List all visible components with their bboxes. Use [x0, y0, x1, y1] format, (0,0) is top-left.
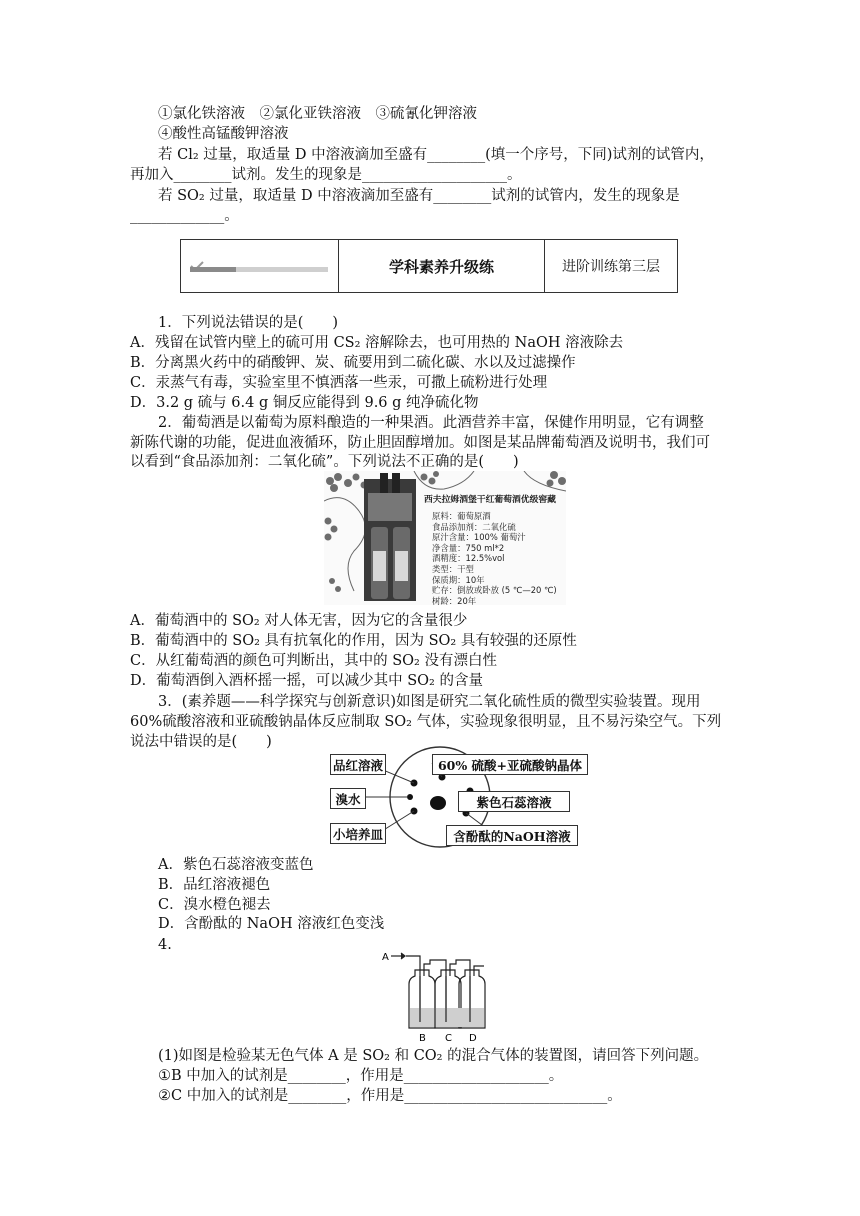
section-banner — [180, 239, 678, 293]
wine-label-line: 原汁含量：100% 葡萄汁 — [432, 532, 526, 543]
q3-option-c: C．溴水橙色褪去 — [158, 897, 271, 913]
q3-option-b: B．品红溶液褪色 — [158, 877, 271, 893]
q2-stem-line2: 新陈代谢的功能，促进血液循环，防止胆固醇增加。如图是某品牌葡萄酒及说明书，我们可 — [130, 435, 710, 451]
inlet-a-label: A — [382, 952, 389, 963]
litmus-solution-label: 紫色石蕊溶液 — [458, 791, 570, 812]
q4-part1: (1)如图是检验某无色气体 A 是 SO₂ 和 CO₂ 的混合气体的装置图，请回答下列问题。 — [158, 1048, 709, 1064]
q1-option-d: D．3.2 g 硫与 6.4 g 铜反应能得到 9.6 g 纯净硫化物 — [130, 395, 479, 411]
so2-question-line1: 若 SO₂ 过量，取适量 D 中溶液滴加至盛有________试剂的试管内，发生的现象是 — [158, 188, 680, 204]
cl2-question-line1: 若 Cl₂ 过量，取适量 D 中溶液滴加至盛有________(填一个序号，下同)试剂的试管内， — [158, 147, 714, 163]
so2-question-line2: _____________。 — [130, 208, 239, 224]
q4-c-line: ②C 中加入的试剂是________，作用是____________________________。 — [158, 1088, 622, 1104]
banner-level: 进阶训练第三层 — [562, 259, 660, 275]
wine-label-line: 酒精度：12.5%vol — [432, 553, 505, 564]
progress-bar — [190, 267, 328, 272]
q3-option-a: A．紫色石蕊溶液变蓝色 — [158, 857, 314, 873]
q3-stem-line2: 60%硫酸溶液和亚硫酸钠晶体反应制取 SO₂ 气体，实验现象很明显，且不易污染空气。下列 — [130, 714, 722, 730]
gas-washing-apparatus — [380, 946, 530, 1046]
banner-title: 学科素养升级练 — [339, 240, 545, 292]
wine-label-line: 保质期：10年 — [432, 574, 485, 585]
progress-cell — [181, 240, 339, 292]
progress-fill — [190, 267, 236, 272]
wine-label-line: 净含量：750 ml*2 — [432, 542, 505, 553]
bottle-b-label: B — [419, 1033, 426, 1044]
q1-option-a: A．残留在试管内壁上的硫可用 CS₂ 溶解除去，也可用热的 NaOH 溶液除去 — [130, 335, 624, 351]
q3-option-d: D．含酚酞的 NaOH 溶液红色变浅 — [158, 916, 385, 932]
cl2-question-line2: 再加入________试剂。发生的现象是____________________。 — [130, 167, 522, 183]
q2-stem-line1: 2．葡萄酒是以葡萄为原料酿造的一种果酒。此酒营养丰富，保健作用明显，它有调整 — [158, 415, 704, 431]
q1-option-b: B．分离黑火药中的硝酸钾、炭、硫要用到二硫化碳、水以及过滤操作 — [130, 355, 576, 371]
q2-option-d: D．葡萄酒倒入酒杯摇一摇，可以减少其中 SO₂ 的含量 — [130, 673, 483, 689]
reagent-list-line2: ④酸性高锰酸钾溶液 — [158, 126, 289, 142]
wine-label-line: 食品添加剂：二氧化硫 — [432, 521, 516, 532]
acid-sulfite-label: 60% 硫酸+亚硫酸钠晶体 — [432, 754, 588, 775]
wine-label-line: 树龄：20年 — [432, 595, 477, 605]
wine-label-line: 类型：干型 — [432, 564, 474, 574]
bottle-d-label: D — [469, 1033, 477, 1044]
wine-image — [324, 471, 566, 605]
q2-option-a: A．葡萄酒中的 SO₂ 对人体无害，因为它的含量很少 — [130, 613, 468, 629]
q1-stem: 1．下列说法错误的是( ) — [158, 315, 339, 331]
wine-label-title: 西夫拉姆酒堡干红葡萄酒优级窖藏 — [424, 495, 556, 505]
q4-number: 4. — [158, 937, 172, 953]
q3-stem-line1: 3．(素养题——科学探究与创新意识)如图是研究二氧化硫性质的微型实验装置。现用 — [158, 694, 701, 710]
reagent-list-line1: ①氯化铁溶液 ②氯化亚铁溶液 ③硫氰化钾溶液 — [158, 106, 477, 122]
q2-option-b: B．葡萄酒中的 SO₂ 具有抗氧化的作用，因为 SO₂ 具有较强的还原性 — [130, 633, 577, 649]
q2-stem-line3: 以看到“食品添加剂：二氧化硫”。下列说法不正确的是( ) — [130, 454, 519, 470]
petri-dish-label: 小培养皿 — [330, 823, 386, 844]
bromine-water-label: 溴水 — [330, 788, 366, 809]
q2-option-c: C．从红葡萄酒的颜色可判断出，其中的 SO₂ 没有漂白性 — [130, 653, 497, 669]
bottle-c-label: C — [445, 1033, 452, 1044]
wine-label-line: 原料：葡萄原酒 — [432, 511, 491, 521]
pinhong-solution-label: 品红溶液 — [330, 754, 386, 775]
wine-label-line: 贮存：倒放或卧放 (5 ℃—20 ℃) — [432, 585, 557, 596]
q3-stem-line3: 说法中错误的是( ) — [130, 734, 272, 750]
q1-option-c: C．汞蒸气有毒，实验室里不慎洒落一些汞，可撒上硫粉进行处理 — [130, 375, 548, 391]
naoh-phenolphthalein-label: 含酚酞的NaOH溶液 — [446, 825, 578, 846]
q4-b-line: ①B 中加入的试剂是________，作用是____________________。 — [158, 1068, 564, 1084]
